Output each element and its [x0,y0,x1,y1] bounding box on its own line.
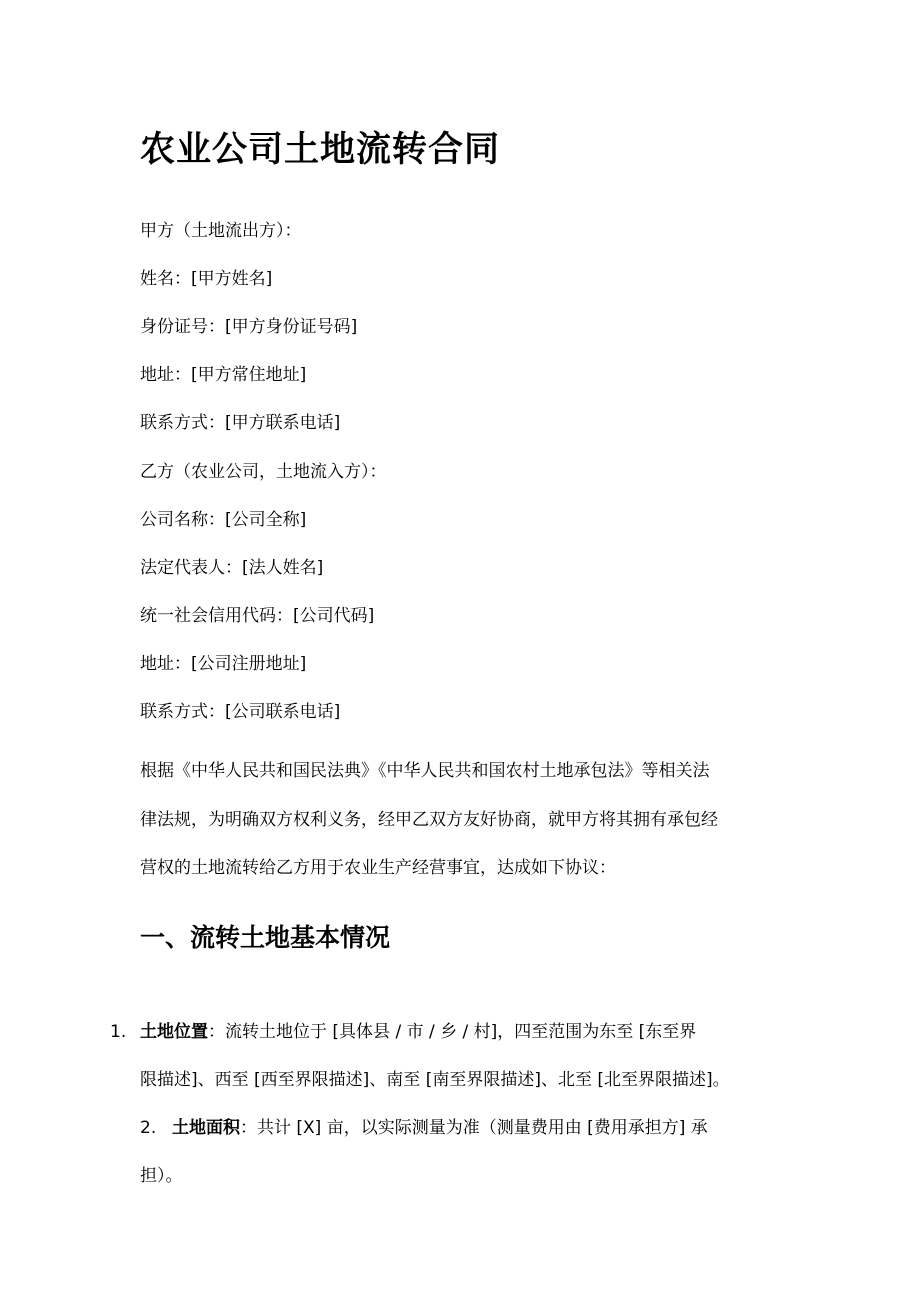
item-term: 土地位置 [140,1022,208,1042]
field-value: [甲方常住地址] [191,365,307,385]
party-a-id [140,315,357,339]
field-value: [公司全称] [225,510,307,530]
field-value: [公司联系电话] [225,702,341,722]
field-value: [甲方姓名] [191,269,273,289]
preamble-line: 营权的土地流转给乙方用于农业生产经营事宜，达成如下协议： [140,858,616,878]
party-b-company-name [140,508,306,532]
field-label: 法定代表人： [140,558,242,578]
preamble-line: 律法规，为明确双方权利义务，经甲乙双方友好协商，就甲方将其拥有承包经 [140,809,718,830]
section-1-heading: 一、流转土地基本情况 [140,923,391,952]
party-a-name [140,267,272,291]
field-value: [法人姓名] [242,558,324,578]
party-a-contact [140,411,340,435]
party-a-address [140,363,306,387]
party-a-heading: 甲方（土地流出方）： [140,221,302,241]
field-label: 身份证号： [140,317,225,337]
party-b-contact [140,700,340,724]
item-text-continued: 担）。 [140,1166,183,1186]
document-title: 农业公司土地流转合同 [140,130,501,170]
party-b-address [140,652,306,676]
field-label: 地址： [140,365,191,385]
field-value: [甲方联系电话] [225,413,341,433]
item-text-continued: 限描述]、西至 [西至界限描述]、南至 [南至界限描述]、北至 [北至界限描述]。 [140,1070,730,1090]
list-number: 1. [110,1022,127,1042]
preamble-line: 根据《中华人民共和国民法典》《中华人民共和国农村土地承包法》等相关法 [140,761,710,781]
field-label: 联系方式： [140,702,225,722]
preamble-paragraph [140,747,780,893]
party-b-credit-code [140,604,374,628]
item-term: 土地面积 [172,1118,240,1138]
field-label: 公司名称： [140,510,225,530]
field-label: 统一社会信用代码： [140,606,293,626]
field-label: 联系方式： [140,413,225,433]
field-label: 姓名： [140,269,191,289]
list-item-land-area [140,1104,780,1200]
item-text: ：共计 [X] 亩，以实际测量为准（测量费用由 [费用承担方] 承 [240,1118,708,1138]
list-number: 2. [140,1118,157,1138]
party-b-heading: 乙方（农业公司，土地流入方）： [140,462,387,482]
list-item-land-location [110,1008,790,1104]
field-value: [公司代码] [293,606,375,626]
item-text: ：流转土地位于 [具体县 / 市 / 乡 / 村]，四至范围为东至 [东至界 [208,1022,697,1042]
field-label: 地址： [140,654,191,674]
field-value: [甲方身份证号码] [225,317,358,337]
party-b-legal-rep [140,556,323,580]
field-value: [公司注册地址] [191,654,307,674]
